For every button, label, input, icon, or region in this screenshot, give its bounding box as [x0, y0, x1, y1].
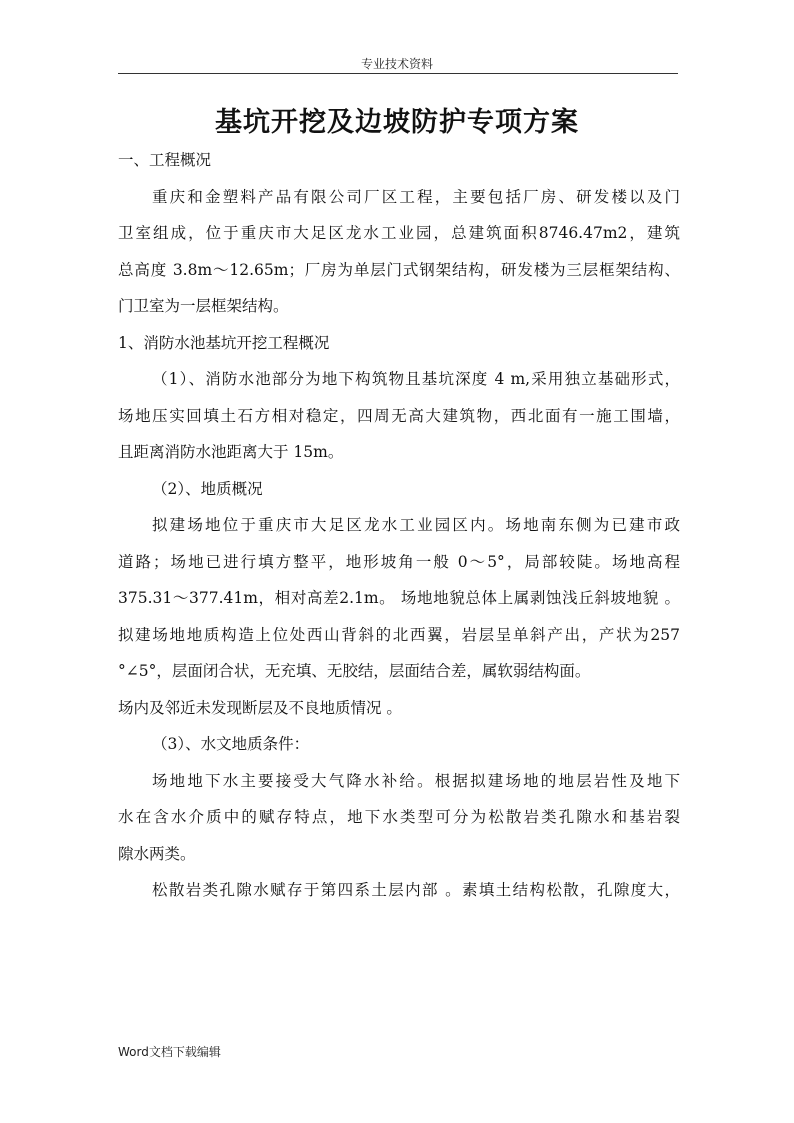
text-line: （3）、水文地质条件： [152, 735, 310, 753]
page-header: 专业技术资料 [360, 57, 433, 71]
text-line: 场内及邻近未发现断层及不良地质情况 。 [118, 698, 402, 717]
text-line: 场地压实回填土石方相对稳定，四周无高大建筑物，西北面有一施工围墙， [118, 406, 680, 425]
text-line: 总高度 3.8m～12.65m；厂房为单层门式钢架结构，研发楼为三层框架结构、 [118, 260, 680, 279]
text-line: 场地地下水主要接受大气降水补给。根据拟建场地的地层岩性及地下 [152, 771, 680, 790]
text-line: （2）、地质概况 [152, 479, 263, 498]
header-divider [118, 73, 678, 74]
text-line: 一、工程概况 [118, 151, 212, 169]
text-line: 卫室组成，位于重庆市大足区龙水工业园，总建筑面积8746.47m2，建筑 [118, 224, 680, 242]
text-line: 且距离消防水池距离大于 15m。 [118, 443, 344, 461]
text-line: 375.31～377.41m，相对高差2.1m。 场地地貌总体上属剥蚀浅丘斜坡地貌 。 [118, 589, 680, 607]
text-line: 拟建场地地质构造上位处西山背斜的北西翼，岩层呈单斜产出，产状为257 [118, 625, 680, 644]
document-body [118, 142, 680, 909]
text-line: 门卫室为一层框架结构。 [118, 297, 289, 315]
text-line: 道路；场地已进行填方整平，地形坡角一般 0～5°，局部较陡。场地高程 [118, 552, 680, 571]
text-line: 1、消防水池基坑开挖工程概况 [118, 333, 330, 352]
document-title: 基坑开挖及边坡防护专项方案 [215, 107, 579, 138]
text-line: （1）、消防水池部分为地下构筑物且基坑深度 4 m,采用独立基础形式， [152, 370, 680, 388]
text-line: 隙水两类。 [118, 844, 196, 863]
text-line: 松散岩类孔隙水赋存于第四系土层内部 。素填土结构松散，孔隙度大， [152, 881, 680, 899]
page-footer: Word文档下载编辑 [118, 1045, 221, 1059]
text-line: 重庆和金塑料产品有限公司厂区工程，主要包括厂房、研发楼以及门 [152, 187, 680, 206]
text-line: 拟建场地位于重庆市大足区龙水工业园区内。场地南东侧为已建市政 [152, 516, 680, 534]
text-line: 水在含水介质中的赋存特点，地下水类型可分为松散岩类孔隙水和基岩裂 [118, 808, 680, 826]
text-line: °∠5°，层面闭合状，无充填、无胶结，层面结合差，属软弱结构面。 [118, 662, 591, 680]
